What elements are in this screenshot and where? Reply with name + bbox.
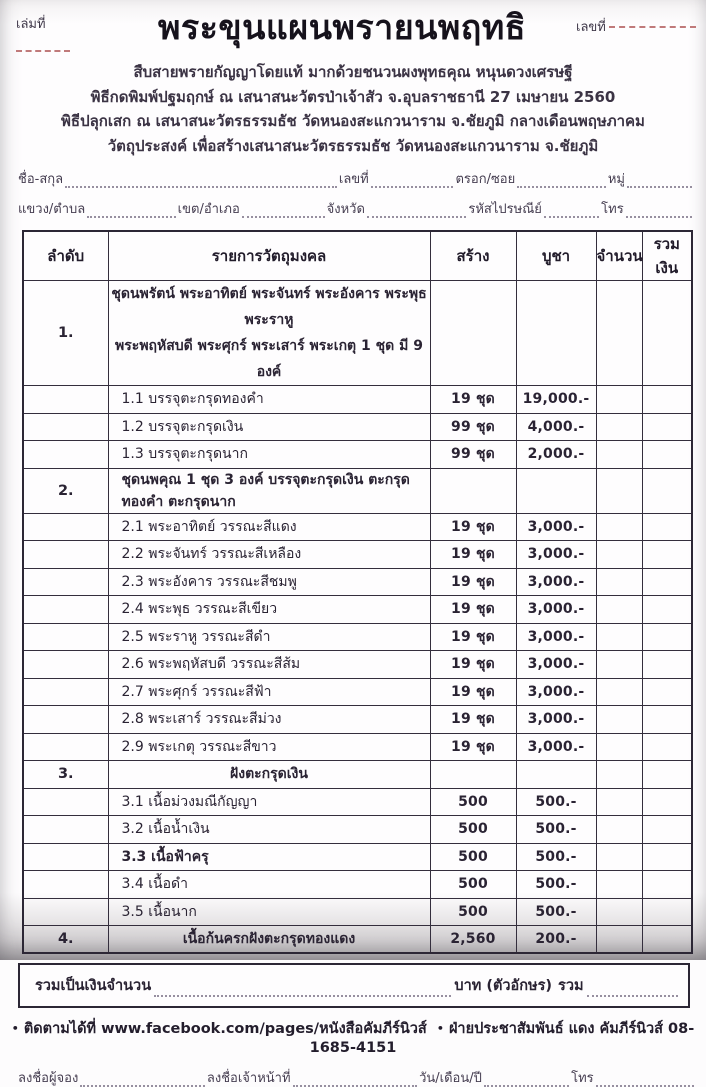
number-field [576, 8, 696, 37]
sign-date-label: วัน/เดือน/ปี [419, 1071, 482, 1086]
contact-line [0, 1017, 706, 1056]
row-item-description: 1.3 บรรจุตะกรุดนาก [108, 441, 430, 469]
total-box [18, 963, 690, 1008]
row-total-cell [642, 678, 692, 706]
header-made: สร้าง [430, 231, 516, 281]
row-order-no: 1. [23, 281, 108, 386]
row-item-description: ฝังตะกรุดเงิน [108, 761, 430, 789]
row-item-description: 2.7 พระศุกร์ วรรณะสีฟ้า [108, 678, 430, 706]
row-price: 3,000.- [516, 568, 596, 596]
subdistrict-label: แขวง/ตำบล [18, 202, 86, 217]
row-total-cell [642, 651, 692, 679]
buyer-info-line-1 [0, 171, 706, 188]
row-item-description: 2.8 พระเสาร์ วรรณะสีม่วง [108, 706, 430, 734]
row-item-description: ชุดนพรัตน์ พระอาทิตย์ พระจันทร์ พระอังคาร พระพุธ พระราหู พระพฤหัสบดี พระศุกร์ พระเสาร์ พระเกตุ 1 ชุด มี 9 องค์ [108, 281, 430, 386]
table-row [23, 926, 692, 954]
row-item-description: 2.2 พระจันทร์ วรรณะสีเหลือง [108, 541, 430, 569]
moo-fill-line [627, 173, 692, 188]
row-quantity-cell [596, 843, 642, 871]
header-order-no: ลำดับ [23, 231, 108, 281]
row-quantity-cell [596, 761, 642, 789]
row-total-cell [642, 733, 692, 761]
row-price: 4,000.- [516, 413, 596, 441]
sign-officer-fill-line [293, 1072, 418, 1087]
row-order-no [23, 843, 108, 871]
row-order-no [23, 541, 108, 569]
alley-label: ตรอก/ซอย [455, 172, 516, 187]
row-made-count: 19 ชุด [430, 596, 516, 624]
postcode-fill-line [544, 203, 599, 218]
row-order-no [23, 898, 108, 926]
row-item-description: ชุดนพคุณ 1 ชุด 3 องค์ บรรจุตะกรุดเงิน ตะกรุดทองคำ ตะกรุดนาก [108, 468, 430, 513]
sign-date-fill-line [484, 1072, 569, 1087]
row-price: 3,000.- [516, 706, 596, 734]
row-price: 500.- [516, 788, 596, 816]
header-qty: จำนวน [596, 231, 642, 281]
sign-phone-fill-line [596, 1072, 694, 1087]
row-item-description: 3.2 เนื้อน้ำเงิน [108, 816, 430, 844]
row-made-count [430, 281, 516, 386]
bullet-icon: • [11, 1022, 19, 1035]
table-row [23, 281, 692, 386]
row-made-count: 500 [430, 898, 516, 926]
row-total-cell [642, 788, 692, 816]
volume-label: เล่มที่ [16, 17, 46, 32]
row-order-no [23, 788, 108, 816]
row-order-no [23, 623, 108, 651]
row-quantity-cell [596, 651, 642, 679]
sign-orderer-label: ลงชื่อผู้จอง [18, 1071, 79, 1086]
table-row [23, 788, 692, 816]
row-order-no: 3. [23, 761, 108, 789]
province-fill-line [367, 203, 466, 218]
bullet-icon: • [436, 1022, 444, 1035]
row-made-count: 500 [430, 871, 516, 899]
row-item-description: 1.2 บรรจุตะกรุดเงิน [108, 413, 430, 441]
volume-field [16, 8, 108, 52]
row-price: 2,000.- [516, 441, 596, 469]
district-fill-line [242, 203, 325, 218]
row-quantity-cell [596, 413, 642, 441]
table-row [23, 513, 692, 541]
table-row [23, 843, 692, 871]
header-item: รายการวัตถุมงคล [108, 231, 430, 281]
row-item-description: 2.6 พระพฤหัสบดี วรรณะสีส้ม [108, 651, 430, 679]
row-quantity-cell [596, 871, 642, 899]
row-total-cell [642, 843, 692, 871]
table-row [23, 386, 692, 414]
form-header [0, 6, 706, 52]
subtitle-block [0, 60, 706, 158]
subtitle-line: พิธีกดพิมพ์ปฐมฤกษ์ ณ เสนาสนะวัตรป่าเจ้าสัว จ.อุบลราชธานี 27 เมษายน 2560 [90, 87, 616, 106]
row-quantity-cell [596, 541, 642, 569]
row-price [516, 761, 596, 789]
subtitle-line: วัตถุประสงค์ เพื่อสร้างเสนาสนะวัตรธรรมธัช วัดหนองสะแกวนาราม จ.ชัยภูมิ [107, 136, 599, 155]
row-made-count: 19 ชุด [430, 733, 516, 761]
table-row [23, 468, 692, 513]
table-row [23, 706, 692, 734]
house-no-label: เลขที่ [338, 172, 369, 187]
name-fill-line [65, 173, 337, 188]
row-made-count: 500 [430, 816, 516, 844]
row-order-no [23, 568, 108, 596]
subdistrict-fill-line [87, 203, 175, 218]
row-quantity-cell [596, 788, 642, 816]
row-item-description: 3.1 เนื้อม่วงมณีกัญญา [108, 788, 430, 816]
row-made-count: 19 ชุด [430, 386, 516, 414]
total-amount-fill-line [154, 982, 451, 997]
pr-text: ฝ่ายประชาสัมพันธ์ แดง คัมภีร์นิวส์ 08-1685-4151 [309, 1021, 695, 1056]
row-order-no [23, 733, 108, 761]
table-row [23, 541, 692, 569]
row-item-description: 2.9 พระเกตุ วรรณะสีขาว [108, 733, 430, 761]
table-row [23, 413, 692, 441]
row-total-cell [642, 541, 692, 569]
number-label: เลขที่ [576, 20, 606, 35]
subtitle-line: สืบสายพรายกัญญาโดยแท้ มากด้วยชนวนผงพุทธคุณ หนุนดวงเศรษฐี [133, 63, 573, 81]
province-label: จังหวัด [326, 202, 365, 217]
row-price: 3,000.- [516, 513, 596, 541]
page-title: พระขุนแผนพรายนพฤทธิ [157, 8, 527, 48]
row-total-cell [642, 706, 692, 734]
row-total-cell [642, 468, 692, 513]
phone-fill-line [626, 203, 692, 218]
row-total-cell [642, 898, 692, 926]
house-no-fill-line [371, 173, 454, 188]
row-total-cell [642, 413, 692, 441]
row-total-cell [642, 761, 692, 789]
follow-text: ติดตามได้ที่ www.facebook.com/pages/หนังสือคัมภีร์นิวส์ [23, 1021, 427, 1037]
row-price: 500.- [516, 898, 596, 926]
row-quantity-cell [596, 898, 642, 926]
row-quantity-cell [596, 623, 642, 651]
row-price [516, 468, 596, 513]
row-quantity-cell [596, 706, 642, 734]
table-row [23, 568, 692, 596]
row-total-cell [642, 568, 692, 596]
row-item-description: 2.1 พระอาทิตย์ วรรณะสีแดง [108, 513, 430, 541]
order-table-body [23, 281, 692, 954]
row-item-description: 2.4 พระพุธ วรรณะสีเขียว [108, 596, 430, 624]
total-amount-label: รวมเป็นเงินจำนวน [35, 978, 152, 994]
row-order-no [23, 678, 108, 706]
row-total-cell [642, 871, 692, 899]
row-item-description: 1.1 บรรจุตะกรุดทองคำ [108, 386, 430, 414]
row-order-no: 4. [23, 926, 108, 954]
row-order-no [23, 413, 108, 441]
row-price: 19,000.- [516, 386, 596, 414]
row-total-cell [642, 623, 692, 651]
row-quantity-cell [596, 733, 642, 761]
volume-fill-line [16, 50, 70, 52]
row-order-no [23, 596, 108, 624]
row-made-count: 19 ชุด [430, 513, 516, 541]
row-item-description: 3.3 เนื้อฟ้าครุ [108, 843, 430, 871]
table-row [23, 596, 692, 624]
row-order-no [23, 386, 108, 414]
row-item-description: 3.5 เนื้อนาก [108, 898, 430, 926]
row-total-cell [642, 596, 692, 624]
table-row [23, 816, 692, 844]
row-order-no [23, 816, 108, 844]
row-order-no [23, 441, 108, 469]
order-table [22, 230, 693, 954]
row-order-no [23, 513, 108, 541]
row-price: 500.- [516, 843, 596, 871]
header-total: รวมเงิน [642, 231, 692, 281]
row-order-no [23, 871, 108, 899]
sign-orderer-fill-line [80, 1072, 205, 1087]
signature-line [0, 1070, 706, 1087]
row-made-count: 2,560 [430, 926, 516, 954]
row-quantity-cell [596, 513, 642, 541]
row-total-cell [642, 441, 692, 469]
row-price: 3,000.- [516, 651, 596, 679]
alley-fill-line [517, 173, 606, 188]
row-made-count: 19 ชุด [430, 623, 516, 651]
row-made-count: 19 ชุด [430, 568, 516, 596]
row-item-description: เนื้อก้นครกฝังตะกรุดทองแดง [108, 926, 430, 954]
row-price: 200.- [516, 926, 596, 954]
row-item-description: 2.3 พระอังคาร วรรณะสีชมพู [108, 568, 430, 596]
row-price: 3,000.- [516, 623, 596, 651]
row-total-cell [642, 386, 692, 414]
row-price: 500.- [516, 816, 596, 844]
row-made-count [430, 468, 516, 513]
row-total-cell [642, 816, 692, 844]
row-price [516, 281, 596, 386]
row-made-count: 500 [430, 843, 516, 871]
row-order-no [23, 706, 108, 734]
sign-officer-label: ลงชื่อเจ้าหน้าที่ [206, 1071, 291, 1086]
row-quantity-cell [596, 816, 642, 844]
sign-phone-label: โทร [571, 1071, 594, 1086]
row-quantity-cell [596, 596, 642, 624]
table-row [23, 761, 692, 789]
row-price: 3,000.- [516, 596, 596, 624]
table-row [23, 898, 692, 926]
table-row [23, 623, 692, 651]
row-order-no [23, 651, 108, 679]
moo-label: หมู่ [607, 172, 625, 187]
subtitle-line: พิธีปลุกเสก ณ เสนาสนะวัตรธรรมธัช วัดหนองสะแกวนาราม จ.ชัยภูมิ กลางเดือนพฤษภาคม [61, 112, 645, 130]
row-price: 3,000.- [516, 733, 596, 761]
row-quantity-cell [596, 568, 642, 596]
sum-fill-line [587, 982, 678, 997]
postcode-label: รหัสไปรษณีย์ [468, 202, 542, 217]
row-item-description: 2.5 พระราหู วรรณะสีดำ [108, 623, 430, 651]
header-price: บูชา [516, 231, 596, 281]
row-made-count: 500 [430, 788, 516, 816]
row-quantity-cell [596, 281, 642, 386]
row-price: 500.- [516, 871, 596, 899]
row-quantity-cell [596, 441, 642, 469]
row-price: 3,000.- [516, 678, 596, 706]
row-quantity-cell [596, 678, 642, 706]
table-row [23, 871, 692, 899]
row-made-count: 19 ชุด [430, 651, 516, 679]
row-made-count: 99 ชุด [430, 413, 516, 441]
row-price: 3,000.- [516, 541, 596, 569]
table-row [23, 651, 692, 679]
row-total-cell [642, 513, 692, 541]
row-quantity-cell [596, 386, 642, 414]
number-fill-line [609, 26, 696, 28]
row-quantity-cell [596, 926, 642, 954]
row-made-count: 19 ชุด [430, 678, 516, 706]
table-header-row [23, 231, 692, 281]
phone-label: โทร [601, 202, 624, 217]
district-label: เขต/อำเภอ [177, 202, 240, 217]
name-label: ชื่อ-สกุล [18, 172, 64, 187]
table-row [23, 441, 692, 469]
row-made-count: 19 ชุด [430, 706, 516, 734]
row-item-description: 3.4 เนื้อดำ [108, 871, 430, 899]
row-quantity-cell [596, 468, 642, 513]
row-total-cell [642, 281, 692, 386]
row-made-count: 99 ชุด [430, 441, 516, 469]
buyer-info-line-2 [0, 201, 706, 218]
sum-label: รวม [558, 978, 584, 994]
row-order-no: 2. [23, 468, 108, 513]
baht-label: บาท (ตัวอักษร) [454, 978, 553, 994]
row-made-count [430, 761, 516, 789]
row-made-count: 19 ชุด [430, 541, 516, 569]
table-row [23, 733, 692, 761]
row-total-cell [642, 926, 692, 954]
table-row [23, 678, 692, 706]
